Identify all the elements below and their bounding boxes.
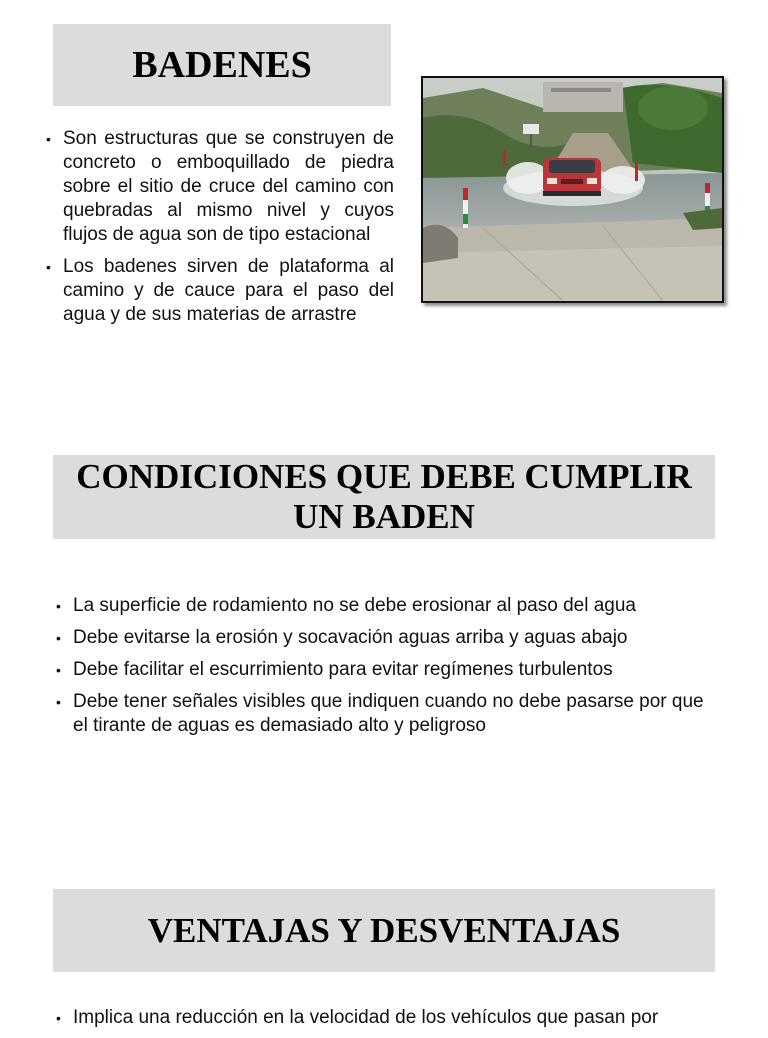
- list-item: [56, 658, 716, 682]
- list-item-text: Los badenes sirven de plataforma al camino y de cauce para el paso del agua y de sus materias de arrastre: [63, 256, 394, 325]
- list-item-text: Son estructuras que se construyen de concreto o emboquillado de piedra sobre el sitio de cruce del camino con quebradas al mismo nivel y cuyos flujos de agua son de tipo estacional: [63, 128, 394, 245]
- list-item: [56, 626, 716, 650]
- badenes-bullet-list: [46, 127, 394, 335]
- bullet-icon: •: [46, 131, 51, 147]
- list-item-text: Debe evitarse la erosión y socavación aguas arriba y aguas abajo: [73, 627, 628, 648]
- bullet-icon: •: [56, 662, 61, 678]
- section-title-ventajas: [53, 889, 715, 972]
- condiciones-bullet-list: [56, 594, 716, 746]
- section-title-badenes: [53, 24, 391, 106]
- ford-crossing-photo: [421, 76, 724, 303]
- bullet-icon: •: [56, 694, 61, 710]
- list-item: [46, 255, 394, 327]
- list-item: [46, 127, 394, 247]
- list-item: [56, 1006, 716, 1030]
- list-item-text: Debe facilitar el escurrimiento para evitar regímenes turbulentos: [73, 659, 613, 680]
- list-item-text: Implica una reducción en la velocidad de los vehículos que pasan por: [73, 1007, 659, 1028]
- list-item-text: La superficie de rodamiento no se debe erosionar al paso del agua: [73, 595, 636, 616]
- section-title-text: BADENES: [132, 44, 312, 86]
- list-item-text: Debe tener señales visibles que indiquen cuando no debe pasarse por que el tirante de aguas es demasiado alto y peligroso: [73, 691, 704, 736]
- bullet-icon: •: [56, 1010, 61, 1026]
- section-title-condiciones: [53, 455, 715, 539]
- section-title-text: VENTAJAS Y DESVENTAJAS: [147, 910, 621, 950]
- list-item: [56, 594, 716, 618]
- section-title-text: CONDICIONES QUE DEBE CUMPLIR UN BADEN: [76, 457, 692, 536]
- car-crossing-water-image: [423, 78, 722, 301]
- bullet-icon: •: [56, 630, 61, 646]
- list-item: [56, 690, 716, 738]
- bullet-icon: •: [46, 259, 51, 275]
- bullet-icon: •: [56, 598, 61, 614]
- ventajas-bullet-list: [56, 1006, 716, 1038]
